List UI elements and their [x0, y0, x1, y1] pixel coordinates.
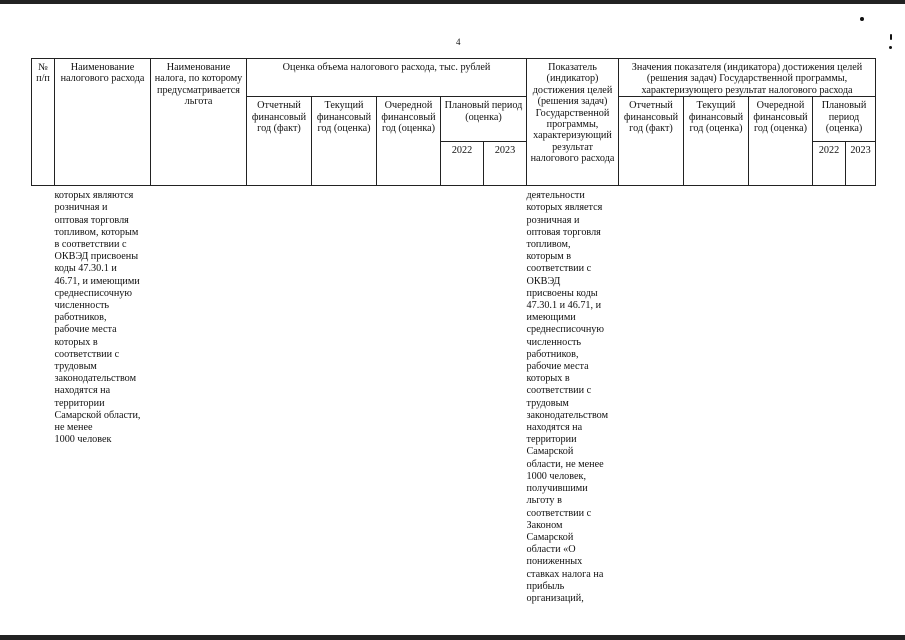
tax-expense-table [31, 58, 876, 626]
header-estimate-current: Текущий финансовый год (оценка) [312, 97, 377, 186]
body-values-reporting-cell [619, 186, 684, 626]
header-estimate-year-2022: 2022 [441, 142, 484, 186]
header-values-year-2022: 2022 [813, 142, 846, 186]
body-number-cell [32, 186, 55, 626]
header-estimate-reporting: Отчетный финансовый год (факт) [247, 97, 312, 186]
header-indicator: Показатель (индикатор) достижения целей (решения задач) Государственной программы, характеризующий результат налогового расхода [527, 59, 619, 186]
body-estimate-2023-cell [484, 186, 527, 626]
body-estimate-current-cell [312, 186, 377, 626]
body-estimate-next-cell [377, 186, 441, 626]
body-tax-name-cell [151, 186, 247, 626]
header-estimate-next: Очередной финансовый год (оценка) [377, 97, 441, 186]
header-estimate-year-2023: 2023 [484, 142, 527, 186]
scan-top-edge [0, 0, 905, 4]
header-estimate-group: Оценка объема налогового расхода, тыс. рублей [247, 59, 527, 97]
body-estimate-2022-cell [441, 186, 484, 626]
header-values-year-2023: 2023 [846, 142, 876, 186]
body-estimate-reporting-cell [247, 186, 312, 626]
body-values-next-cell [749, 186, 813, 626]
scan-speck [889, 46, 892, 49]
header-values-planned: Плановый период (оценка) [813, 97, 876, 142]
scan-bottom-edge [0, 635, 905, 640]
header-values-group: Значения показателя (индикатора) достижения целей (решения задач) Государственной программы, характеризующего результат налогового расхода [619, 59, 876, 97]
header-values-reporting: Отчетный финансовый год (факт) [619, 97, 684, 186]
header-tax-name: Наименование налога, по которому предусматривается льгота [151, 59, 247, 186]
body-indicator-text: деятельности которых является розничная и оптовая торговля топливом, которым в соответствии с ОКВЭД присвоены коды 47.30.1 и 46.71, и имеющими среднесписочную численность работников, рабочие места которых в соответствии с трудовым законодательством находятся на территории Самарской области, не менее 1000 человек, получившими льготу в соответствии с Законом Самарской области «О пониженных ставках налога на прибыль организаций, [527, 186, 619, 626]
body-expense-name-text: которых являются розничная и оптовая торговля топливом, которым в соответствии с ОКВЭД присвоены коды 47.30.1 и 46.71, и имеющими среднесписочную численность работников, рабочие места которых в соответствии с трудовым законодательством находятся на территории Самарской области, не менее 1000 человек [55, 186, 151, 626]
body-values-2023-cell [846, 186, 876, 626]
header-values-current: Текущий финансовый год (оценка) [684, 97, 749, 186]
page-number: 4 [456, 37, 461, 47]
body-values-2022-cell [813, 186, 846, 626]
header-expense-name: Наименование налогового расхода [55, 59, 151, 186]
header-row-number: № п/п [32, 59, 55, 186]
header-values-next: Очередной финансовый год (оценка) [749, 97, 813, 186]
body-values-current-cell [684, 186, 749, 626]
header-estimate-planned: Плановый период (оценка) [441, 97, 527, 142]
scan-speck [860, 17, 864, 21]
scan-speck [890, 34, 892, 40]
